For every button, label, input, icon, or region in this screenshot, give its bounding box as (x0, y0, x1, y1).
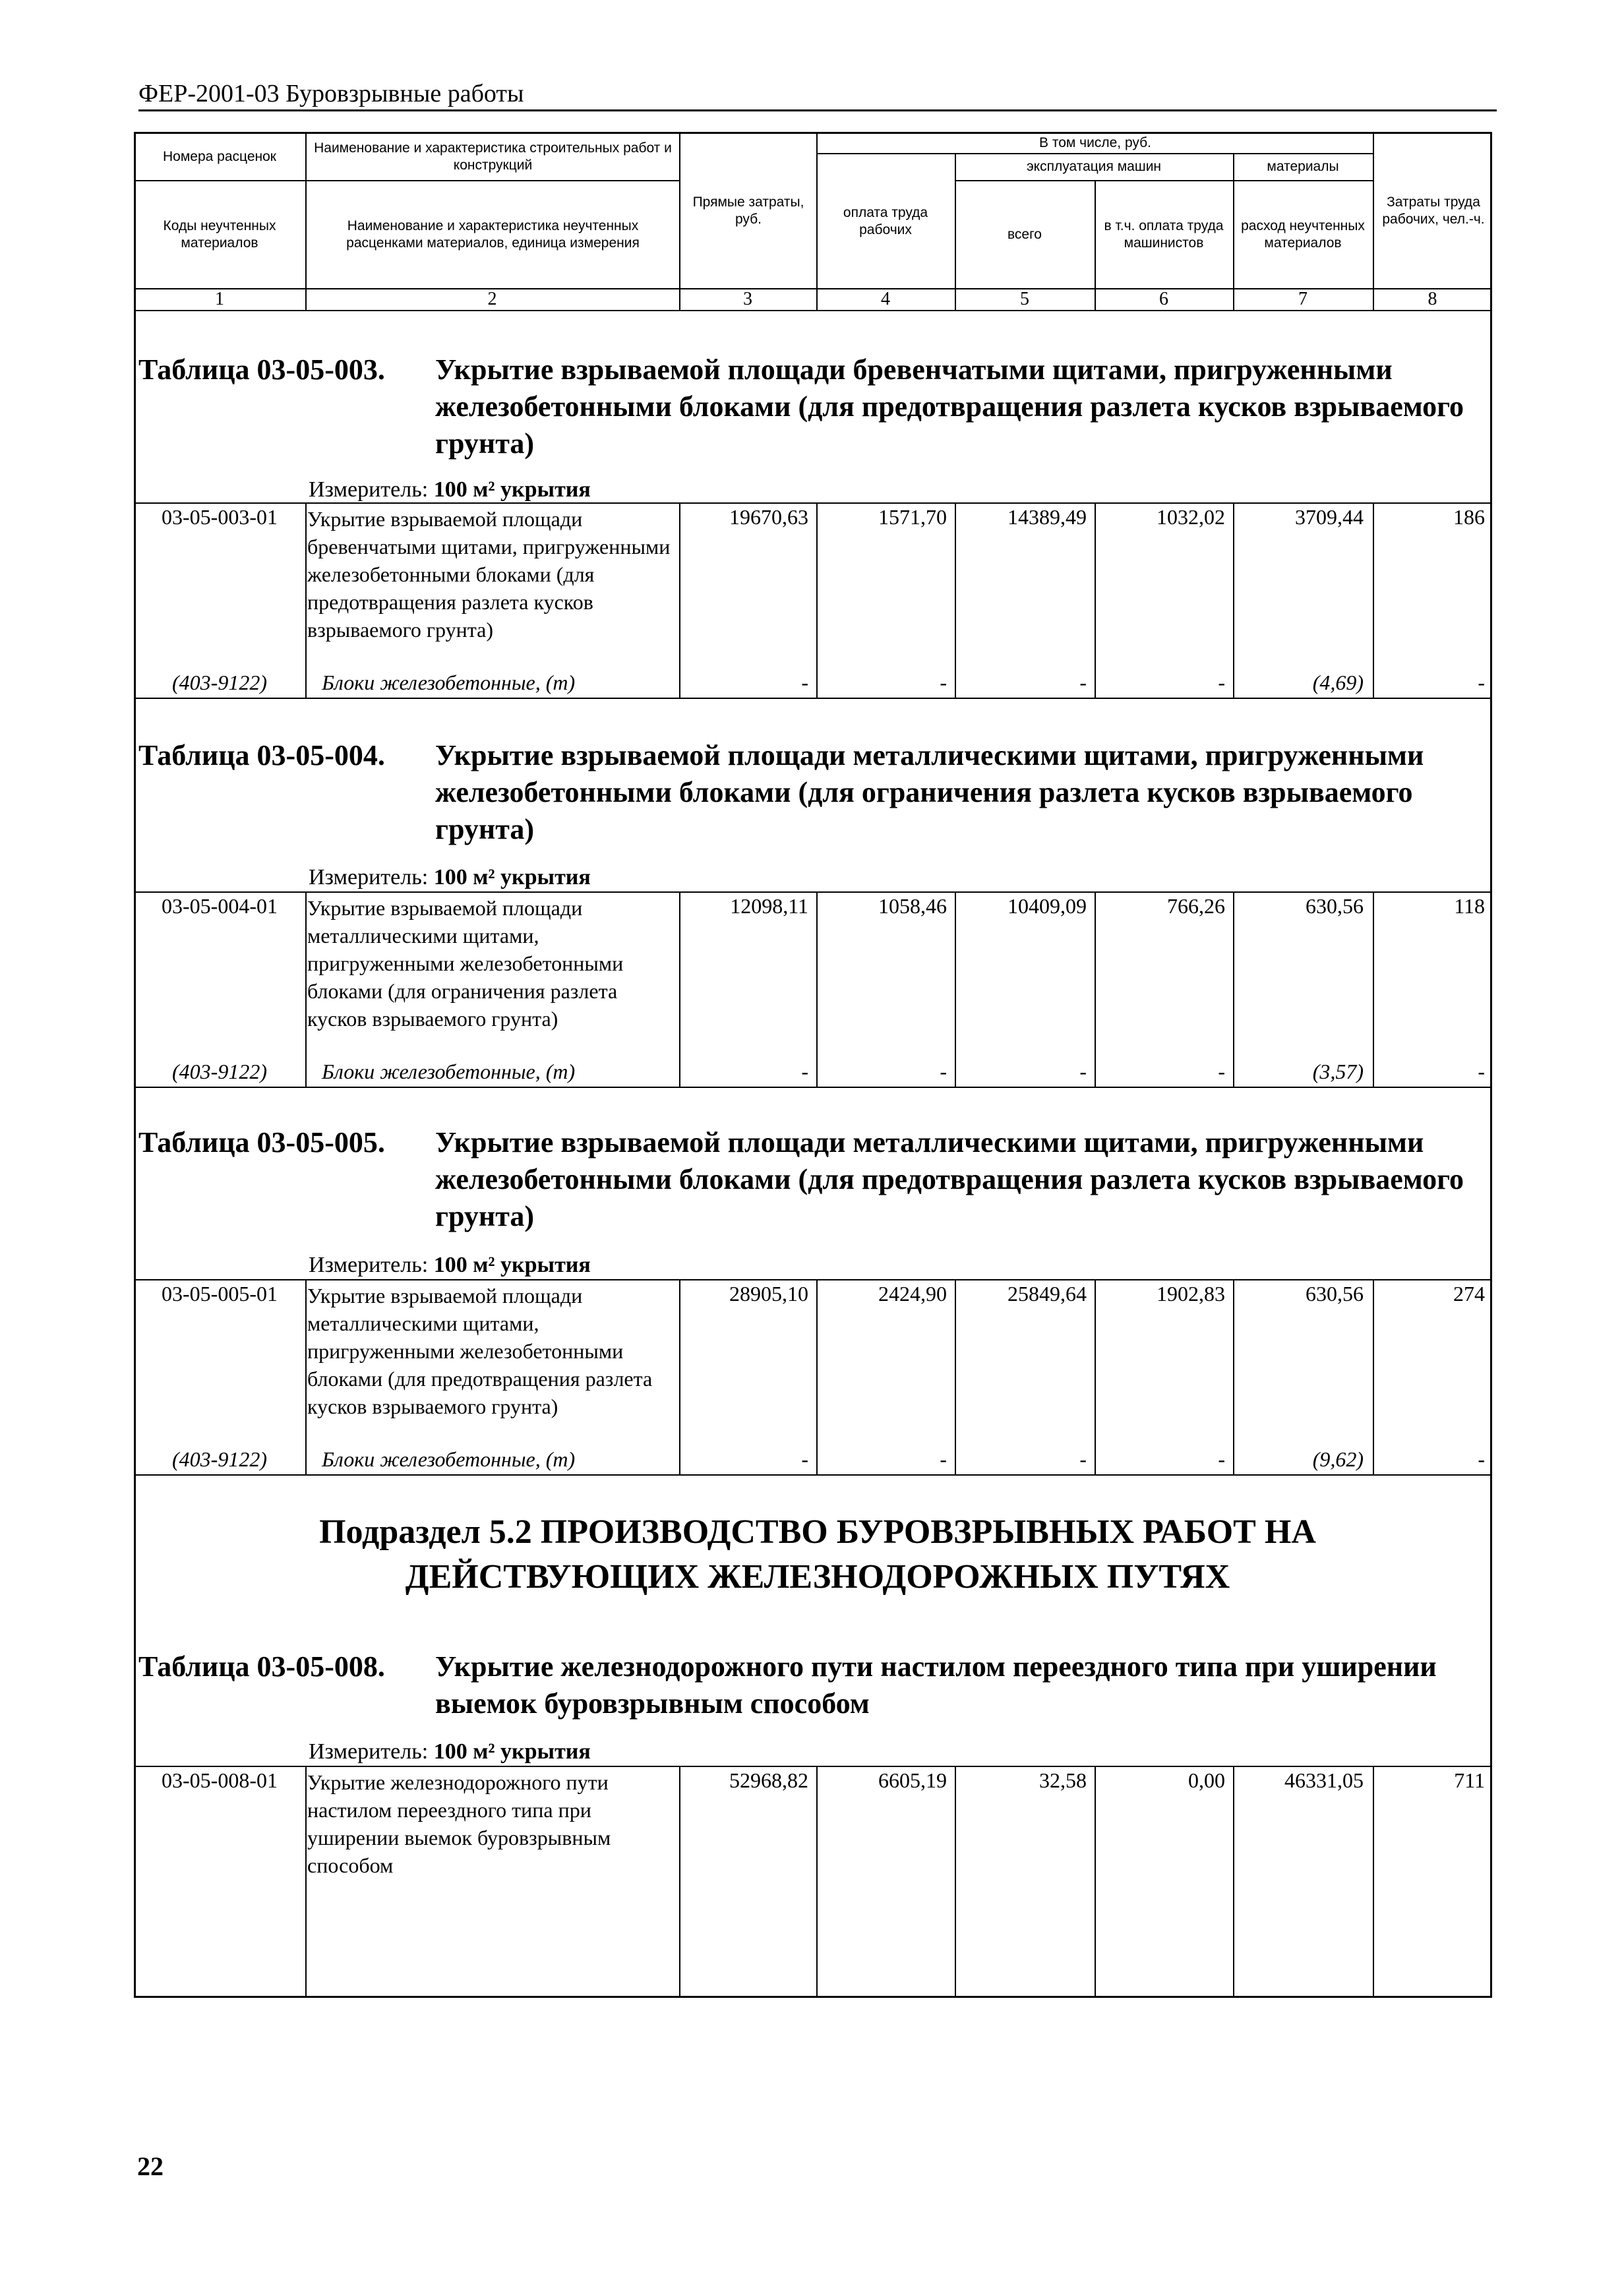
table-title-text: Укрытие взрываемой площади бревенчатыми щитами, пригруженными железобетонными блоками (для предотвращения разлета кусков взрываемого грунта) (435, 353, 1464, 460)
grid-line (1373, 1766, 1374, 1998)
header-col4: оплата труда рабочих (843, 205, 928, 237)
grid-line (1095, 1766, 1096, 1998)
table-title (138, 1124, 1484, 1235)
grid-line (679, 1766, 680, 1998)
measure-label: Измеритель: (309, 1253, 429, 1277)
machine-total: 10409,09 (1007, 894, 1087, 918)
grid-line (679, 891, 680, 1087)
grid-line (134, 1087, 1492, 1088)
labor-hours: 186 (1453, 505, 1485, 529)
grid-line (134, 180, 305, 181)
header-col1-top: Номера расценок (163, 149, 276, 164)
column-number: 1 (215, 289, 224, 309)
material-quantity: (3,57) (1312, 1060, 1364, 1083)
grid-line (955, 502, 956, 698)
header-col3: Прямые затраты, руб. (692, 195, 804, 227)
measure-value: 100 м² укрытия (433, 477, 591, 502)
grid-line (816, 1766, 818, 1998)
machine-labor: 1032,02 (1157, 505, 1225, 529)
rate-code: 03-05-008-01 (162, 1768, 278, 1792)
dash: - (1478, 1060, 1485, 1083)
dash: - (801, 1447, 808, 1471)
column-number: 5 (1020, 289, 1029, 309)
grid-line (1233, 502, 1234, 698)
machine-total: 25849,64 (1007, 1282, 1087, 1306)
grid-line (1233, 1766, 1234, 1998)
materials: 3709,44 (1295, 505, 1364, 529)
dash: - (1218, 1447, 1225, 1471)
grid-line (816, 502, 818, 698)
grid-line (134, 1766, 1492, 1767)
grid-line (305, 1279, 307, 1474)
labor-pay: 6605,19 (878, 1768, 947, 1792)
grid-line (1095, 1279, 1096, 1474)
labor-hours: 711 (1454, 1768, 1485, 1792)
grid-line (1373, 1279, 1374, 1474)
rate-description: Укрытие взрываемой площади металлическими щитами, пригруженными железобетонными блоками (для предотвращения разлета кусков взрываемого грунта) (307, 1284, 653, 1418)
grid-line (134, 310, 1492, 311)
rate-code: 03-05-005-01 (162, 1282, 278, 1306)
machine-labor: 766,26 (1167, 894, 1225, 918)
column-number: 6 (1159, 289, 1168, 309)
grid-line (955, 1766, 956, 1998)
grid-line (305, 1766, 307, 1998)
labor-pay: 2424,90 (878, 1282, 947, 1306)
grid-line (955, 891, 956, 1087)
material-code: (403-9122) (172, 1447, 267, 1471)
material-name: Блоки железобетонные, (т) (322, 1447, 576, 1471)
labor-hours: 274 (1453, 1282, 1485, 1306)
dash: - (801, 671, 808, 694)
dash: - (1218, 1060, 1225, 1083)
header-col8: Затраты труда рабочих, чел.-ч. (1382, 195, 1485, 227)
table-title-text: Укрытие взрываемой площади металлическими щитами, пригруженными железобетонными блоками (для предотвращения разлета кусков взрываемого грунта) (435, 1126, 1464, 1232)
column-number: 8 (1428, 289, 1437, 309)
materials: 630,56 (1306, 894, 1364, 918)
measure-value: 100 м² укрытия (433, 1739, 591, 1764)
measure-label: Измеритель: (309, 477, 429, 502)
dash: - (1079, 671, 1087, 694)
measure-line (309, 477, 591, 502)
materials: 630,56 (1306, 1282, 1364, 1306)
direct-cost: 12098,11 (730, 894, 808, 918)
dash: - (1079, 1060, 1087, 1083)
table-title-prefix: Таблица 03-05-003. (138, 353, 385, 386)
grid-line (305, 502, 307, 698)
grid-line (1373, 502, 1374, 698)
material-code: (403-9122) (172, 1060, 267, 1083)
header-col7: расход неучтенных материалов (1241, 218, 1365, 251)
dash: - (801, 1060, 808, 1083)
header-incl: В том числе, руб. (1039, 135, 1151, 150)
header-expl: эксплуатация машин (1026, 159, 1162, 174)
table-title (138, 1648, 1484, 1722)
measure-value: 100 м² укрытия (433, 865, 591, 889)
material-code: (403-9122) (172, 671, 267, 694)
dash: - (940, 1447, 947, 1471)
measure-label: Измеритель: (309, 865, 429, 889)
rate-code: 03-05-004-01 (162, 894, 278, 918)
materials: 46331,05 (1284, 1768, 1364, 1792)
grid-line (1233, 1279, 1234, 1474)
grid-line (679, 132, 680, 310)
direct-cost: 28905,10 (729, 1282, 808, 1306)
grid-line (816, 891, 818, 1087)
grid-line (1095, 891, 1096, 1087)
dash: - (1079, 1447, 1087, 1471)
grid-line (1373, 891, 1374, 1087)
grid-line (955, 1279, 956, 1474)
table-title-prefix: Таблица 03-05-004. (138, 739, 385, 771)
header-mat: материалы (1267, 159, 1339, 174)
grid-line (955, 180, 1373, 181)
grid-line (305, 132, 307, 310)
dash: - (1218, 671, 1225, 694)
column-number: 3 (743, 289, 752, 309)
table-title-text: Укрытие взрываемой площади металлическими щитами, пригруженными железобетонными блоками (для ограничения разлета кусков взрываемого грунта) (435, 739, 1424, 845)
grid-line (1373, 132, 1374, 310)
labor-hours: 118 (1454, 894, 1485, 918)
column-number: 4 (881, 289, 890, 309)
material-quantity: (9,62) (1312, 1447, 1364, 1471)
header-col6: в т.ч. оплата труда машинистов (1104, 218, 1224, 251)
rate-description: Укрытие взрываемой площади металлическими щитами, пригруженными железобетонными блоками (для ограничения разлета кусков взрываемого грунта) (307, 896, 624, 1031)
grid-line (305, 180, 679, 181)
direct-cost: 19670,63 (729, 505, 808, 529)
grid-line (679, 1279, 680, 1474)
measure-line (309, 865, 591, 890)
header-col1-bottom: Коды неучтенных материалов (163, 218, 276, 251)
column-number: 7 (1298, 289, 1308, 309)
table-title-text: Укрытие железнодорожного пути настилом переездного типа при уширении выемок буровзрывным способом (435, 1650, 1437, 1720)
direct-cost: 52968,82 (729, 1768, 808, 1792)
grid-line (816, 1279, 818, 1474)
grid-line (134, 502, 1492, 504)
grid-line (1233, 891, 1234, 1087)
table-title (138, 737, 1484, 848)
table-title-prefix: Таблица 03-05-005. (138, 1126, 385, 1158)
dash: - (1478, 1447, 1485, 1471)
measure-label: Измеритель: (309, 1739, 429, 1764)
measure-line (309, 1253, 591, 1278)
column-number: 2 (487, 289, 497, 309)
measure-value: 100 м² укрытия (433, 1253, 591, 1277)
dash: - (1478, 671, 1485, 694)
subsection-heading: Подраздел 5.2 ПРОИЗВОДСТВО БУРОВЗРЫВНЫХ РАБОТ НА ДЕЙСТВУЮЩИХ ЖЕЛЕЗНОДОРОЖНЫХ ПУТЯХ (319, 1513, 1316, 1596)
rate-code: 03-05-003-01 (162, 505, 278, 529)
rate-description: Укрытие железнодорожного пути настилом переездного типа при уширении выемок буровзрывным способом (307, 1770, 611, 1877)
grid-line (305, 891, 307, 1087)
machine-labor: 1902,83 (1157, 1282, 1225, 1306)
measure-line (309, 1739, 591, 1764)
grid-line (1095, 502, 1096, 698)
labor-pay: 1058,46 (878, 894, 947, 918)
page-number: 22 (137, 2151, 164, 2181)
labor-pay: 1571,70 (878, 505, 947, 529)
material-quantity: (4,69) (1312, 671, 1364, 694)
table-title (138, 351, 1484, 462)
grid-line (679, 502, 680, 698)
header-col2-bottom: Наименование и характеристика неучтенных расценками материалов, единица измерения (346, 218, 640, 251)
grid-line (134, 1279, 1492, 1280)
material-name: Блоки железобетонные, (т) (322, 671, 576, 694)
machine-labor: 0,00 (1188, 1768, 1225, 1792)
rate-description: Укрытие взрываемой площади бревенчатыми щитами, пригруженными железобетонными блоками (для предотвращения разлета кусков взрываемого грунта) (307, 507, 671, 642)
dash: - (940, 1060, 947, 1083)
grid-line (134, 698, 1492, 699)
machine-total: 14389,49 (1007, 505, 1087, 529)
material-name: Блоки железобетонные, (т) (322, 1060, 576, 1083)
table-title-prefix: Таблица 03-05-008. (138, 1650, 385, 1683)
grid-line (134, 891, 1492, 893)
running-header: ФЕР-2001-03 Буровзрывные работы (138, 78, 1497, 111)
grid-line (134, 1474, 1492, 1476)
machine-total: 32,58 (1039, 1768, 1087, 1792)
header-col2-top: Наименование и характеристика строительных работ и конструкций (314, 140, 672, 173)
dash: - (940, 671, 947, 694)
header-col5: всего (1007, 227, 1042, 242)
